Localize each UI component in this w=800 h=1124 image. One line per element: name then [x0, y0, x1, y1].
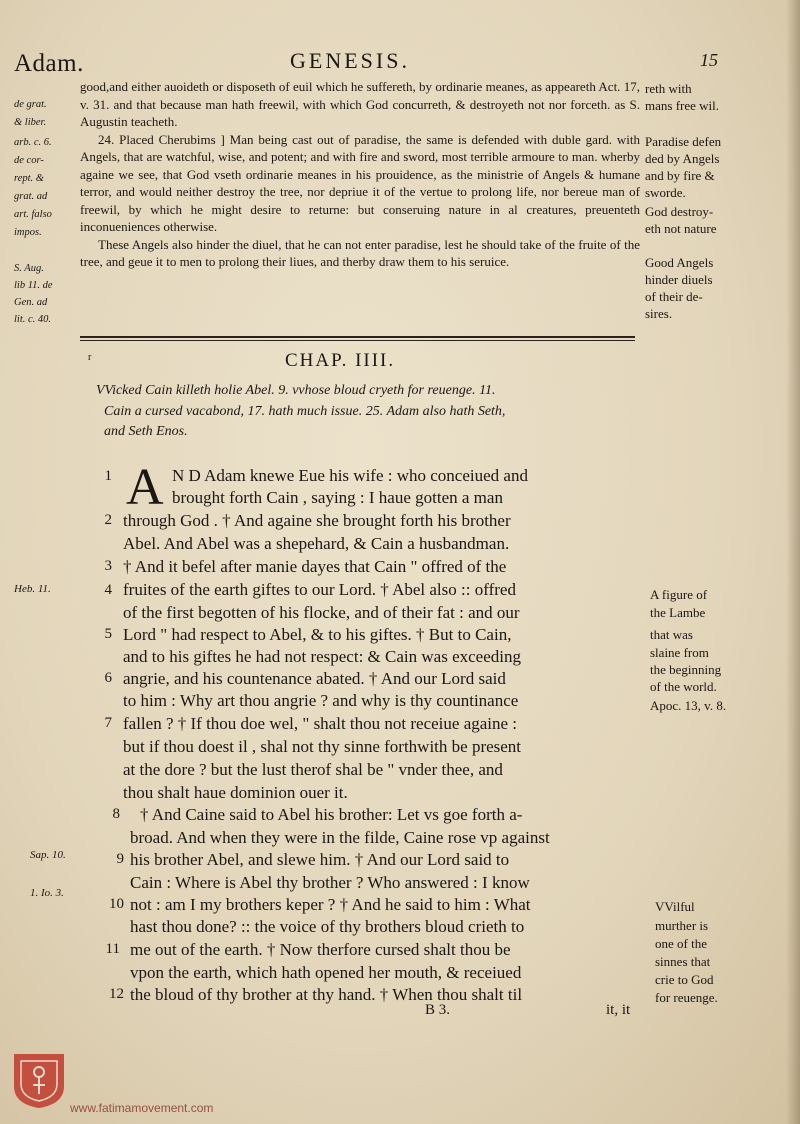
chapter-argument — [96, 381, 646, 443]
verse-number: 3 — [104, 558, 112, 574]
margin-note: reth with — [645, 81, 692, 96]
margin-reference: 1. Io. 3. — [30, 887, 64, 899]
verse-number: 11 — [105, 941, 120, 957]
margin-note: eth not nature — [645, 221, 717, 236]
margin-note: Paradise defen — [645, 134, 722, 149]
text-line: Abel. And Abel was a shepehard, & Cain a husbandman. — [123, 534, 510, 553]
margin-note: impos. — [14, 227, 42, 238]
text-line: fallen ? † If thou doe wel, " shalt thou not receiue againe : — [123, 714, 518, 733]
margin-note: crie to God — [655, 972, 714, 987]
running-head-title: GENESIS. — [290, 48, 410, 73]
text-line: broad. And when they were in the filde, Caine rose vp against — [130, 828, 550, 847]
argument-line: VVicked Cain killeth holie Abel. 9. vvhose bloud cryeth for reuenge. 11. — [96, 383, 496, 398]
text-line: his brother Abel, and slewe him. † And our Lord said to — [130, 850, 510, 869]
margin-note: & liber. — [14, 117, 47, 128]
watermark-url[interactable]: www.fatimamovement.com — [70, 1101, 214, 1115]
margin-note: slaine from — [650, 645, 709, 660]
margin-note: mans free wil. — [645, 98, 720, 113]
section-rule-thin — [80, 340, 635, 341]
verse-number: 9 — [116, 851, 124, 867]
text-line: N D Adam knewe Eue his wife : who conceiued and — [172, 466, 528, 485]
text-line: me out of the earth. † Now therfore cursed shalt thou be — [130, 940, 511, 959]
margin-note: hinder diuels — [645, 272, 713, 287]
text-line: not : am I my brothers keper ? † And he said to him : What — [130, 895, 531, 914]
margin-note: one of the — [655, 936, 707, 951]
verse-number: 5 — [104, 626, 112, 642]
verse-number: 12 — [109, 986, 124, 1002]
fatima-shield-logo — [12, 1052, 66, 1110]
text-line: to him : Why art thou angrie ? and why is thy countinance — [123, 691, 519, 710]
argument-line: Cain a cursed vacabond, 17. hath much issue. 25. Adam also hath Seth, — [104, 403, 506, 419]
margin-note: ded by Angels — [645, 151, 720, 166]
text-line: † And it befel after manie dayes that Cain " offred of the — [123, 557, 507, 576]
margin-note: the Lambe — [650, 605, 706, 620]
commentary-paragraph: good,and either auoideth or disposeth of euil which he suffereth, by ordinarie meanes, as appeareth Act. 17, v. 31. and that because man hath freewil, with which God concurreth, & destroyeth not nor forceth. as S. Augustin teacheth. — [80, 79, 640, 129]
text-line: thou shalt haue dominion ouer it. — [123, 783, 348, 802]
verse-number: 8 — [112, 806, 120, 822]
margin-note: of their de- — [645, 289, 703, 304]
page-edge-shadow — [786, 0, 800, 1124]
margin-note: de cor- — [14, 155, 44, 166]
verse-number: 10 — [109, 896, 124, 912]
margin-note: that was — [650, 627, 693, 642]
margin-note: sworde. — [645, 185, 686, 200]
argument-line: and Seth Enos. — [104, 424, 188, 439]
margin-note: for reuenge. — [655, 990, 718, 1005]
verse-number: 1 — [104, 468, 112, 484]
margin-note: arb. c. 6. — [14, 137, 52, 148]
margin-note: the beginning — [650, 662, 722, 677]
margin-note: art. falso — [14, 209, 52, 220]
commentary-paragraph: These Angels also hinder the diuel, that he can not enter paradise, lest he should take of the fruite of the tree, and geue it to men to prolong their liues, and therby draw them to his seruice. — [80, 236, 640, 269]
margin-reference: Sap. 10. — [30, 849, 66, 861]
margin-note: sinnes that — [655, 954, 711, 969]
text-line: Lord " had respect to Abel, & to his giftes. † But to Cain, — [123, 625, 512, 644]
verse-number: 4 — [104, 582, 112, 598]
text-line: † And Caine said to Abel his brother: Let vs goe forth a- — [140, 805, 523, 824]
drop-cap: A — [126, 459, 164, 516]
text-line: fruites of the earth giftes to our Lord. † Abel also :: offred — [123, 580, 516, 599]
margin-note: A figure of — [650, 587, 708, 602]
text-line: but if thou doest il , shal not thy sinne forthwith be present — [123, 737, 522, 756]
signature-mark: B 3. — [425, 1002, 451, 1018]
verse-number: 2 — [104, 512, 112, 528]
commentary-block — [80, 78, 640, 271]
margin-note: sires. — [645, 306, 673, 321]
margin-note: Gen. ad — [14, 297, 48, 308]
margin-note: lit. c. 40. — [14, 314, 52, 325]
chapter-title: CHAP. IIII. — [285, 350, 396, 371]
text-line: at the dore ? but the lust therof shal be " vnder thee, and — [123, 760, 503, 779]
text-line: vpon the earth, which hath opened her mouth, & receiued — [130, 963, 522, 982]
margin-note: of the world. — [650, 679, 717, 694]
text-line: and to his giftes he had not respect: & Cain was exceeding — [123, 647, 521, 666]
chapter-mark: r — [88, 352, 92, 363]
text-line: Cain : Where is Abel thy brother ? Who answered : I know — [130, 873, 530, 892]
margin-note: VVilful — [655, 899, 695, 914]
page-number: 15 — [700, 50, 718, 70]
verse-number: 6 — [104, 670, 112, 686]
catchword: it, it — [606, 1002, 631, 1018]
verse-number: 7 — [104, 715, 112, 731]
margin-note: and by fire & — [645, 168, 715, 183]
text-line: angrie, and his countenance abated. † And our Lord said — [123, 669, 506, 688]
running-head-left: Adam. — [14, 50, 84, 77]
text-line: of the first begotten of his flocke, and of their fat : and our — [123, 603, 520, 622]
commentary-paragraph: 24. Placed Cherubims ] Man being cast out of paradise, the same is defended with duble gard. with Angels, that are watchful, wise, and potent; and with fire and sword, most terrible armoure to man. wherby againe we see, that God vseth ordinarie meanes in his prouidence, as the ministrie of Angels & humane terror, and would neither destroy the tree, nor depriue it of the vertue to prolong life, nor bereue man of freewil, by which he might desire to returne: but conseruing nature in al creatures, preuenteth inconueniences otherwise. — [80, 131, 640, 234]
section-rule — [80, 336, 635, 338]
text-line: through God . † And againe she brought forth his brother — [123, 511, 511, 530]
text-line: brought forth Cain , saying : I haue gotten a man — [172, 488, 503, 507]
margin-note: lib 11. de — [14, 280, 53, 291]
margin-note: rept. & — [14, 173, 44, 184]
margin-note: Good Angels — [645, 255, 714, 270]
margin-note: de grat. — [14, 99, 47, 110]
margin-note: S. Aug. — [14, 263, 44, 274]
margin-note: grat. ad — [14, 191, 48, 202]
text-line: the bloud of thy brother at thy hand. † When thou shalt til — [130, 985, 523, 1004]
margin-note: Apoc. 13, v. 8. — [650, 698, 727, 713]
margin-reference: Heb. 11. — [14, 583, 51, 595]
margin-note: God destroy- — [645, 204, 714, 219]
margin-note: murther is — [655, 918, 709, 933]
text-line: hast thou done? :: the voice of thy brothers bloud crieth to — [130, 917, 525, 936]
